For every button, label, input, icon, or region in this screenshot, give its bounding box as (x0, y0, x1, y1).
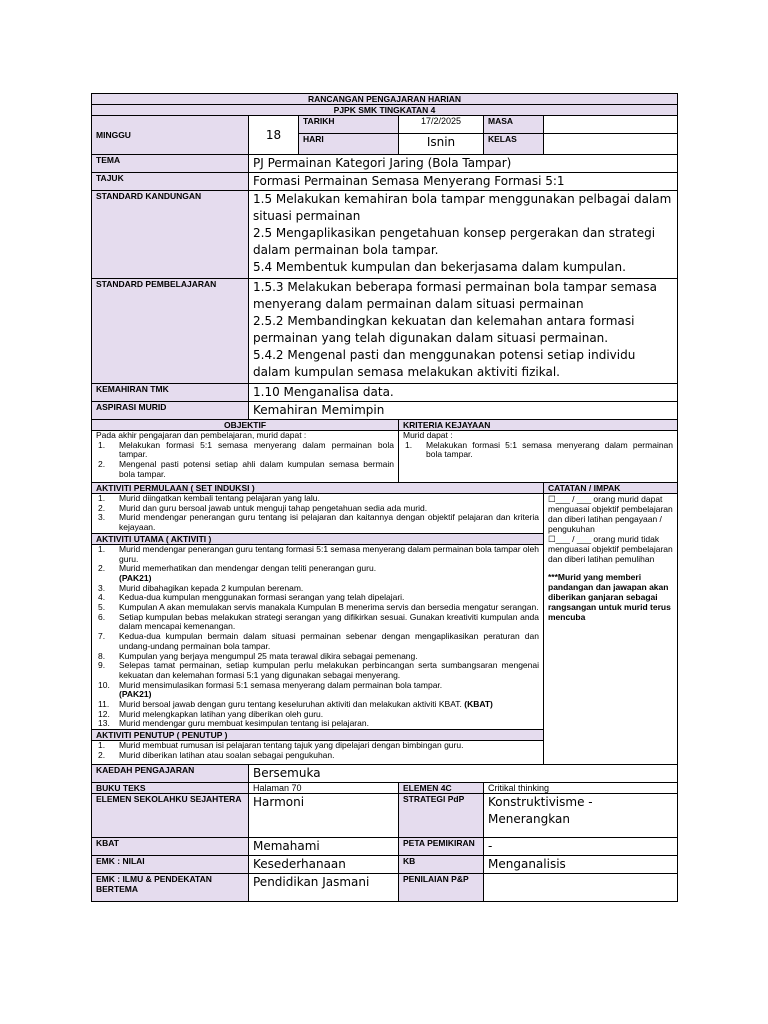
list-item-number: 12. (98, 708, 110, 719)
list-item (96, 681, 539, 691)
emk-ilmu-value: Pendidikan Jasmani (249, 874, 399, 902)
list-item-number: 4. (98, 592, 106, 603)
list-item-text: Murid dan guru bersoal jawab untuk menguji tahap pengetahuan sedia ada murid. (119, 502, 428, 513)
hari-value: Isnin (399, 134, 484, 155)
kb-label: KB (399, 856, 484, 874)
utama-content (92, 544, 544, 729)
list-item-number: 5. (98, 602, 106, 613)
list-item-text: Kedua-dua kumpulan bermain dalam situasi permainan sebenar dengan mengaplikasikan peraturan dan undang-undang permainan bola tampar. (119, 631, 539, 651)
masa-label: MASA (484, 116, 544, 134)
list-item-text: Murid mendengar penerangan guru tentang formasi 5:1 semasa menyerang dalam permainan bola tampar oleh guru. (119, 543, 539, 564)
list-item-text: Murid mendengar guru membuat kesimpulan tentang isi pelajaran. (119, 718, 369, 729)
objektif-content (92, 431, 399, 483)
list-item-number: 3. (98, 582, 106, 593)
list-item-number: 10. (98, 679, 110, 690)
standard-pembelajaran-label: STANDARD PEMBELAJARAN (92, 279, 249, 384)
tema-value: PJ Permainan Kategori Jaring (Bola Tampar) (249, 155, 678, 173)
peta-pemikiran-value: - (484, 838, 678, 856)
list-item-number: 2. (98, 502, 106, 513)
elemen-sekolahku-label: ELEMEN SEKOLAHKU SEJAHTERA (92, 794, 249, 838)
standard-pembelajaran-value (249, 279, 678, 384)
standard-pembelajaran-line: 2.5.2 Membandingkan kekuatan dan kelemahan antara formasi permainan yang telah digunakan dalam situasi permainan. (253, 314, 635, 345)
catatan-heading: CATATAN / IMPAK (544, 483, 678, 494)
list-item-text: Kumpulan A akan memulakan servis manakala Kumpulan B menerima servis dan bersedia mengatur serangan. (119, 602, 539, 613)
standard-kandungan-line: 2.5 Mengaplikasikan pengetahuan konsep pergerakan dan strategi dalam permainan bola tampar. (253, 226, 656, 257)
list-item (96, 719, 539, 729)
hari-label: HARI (299, 134, 399, 155)
kb-value: Menganalisis (484, 856, 678, 874)
list-item-number: 2. (98, 749, 106, 760)
strategi-pdp-label: STRATEGI PdP (399, 794, 484, 838)
permulaan-heading: AKTIVITI PERMULAAN ( SET INDUKSI ) (92, 483, 544, 494)
list-item-number: 6. (98, 611, 106, 622)
utama-heading: AKTIVITI UTAMA ( AKTIVITI ) (92, 533, 544, 544)
tajuk-value: Formasi Permainan Semasa Menyerang Formasi 5:1 (249, 173, 678, 191)
standard-kandungan-value (249, 191, 678, 279)
emk-nilai-value: Kesederhanaan (249, 856, 399, 874)
list-item-number: 1. (405, 439, 413, 450)
list-item-text: (PAK21) (119, 689, 152, 700)
objektif-heading: OBJEKTIF (92, 420, 399, 431)
aspirasi-murid-label: ASPIRASI MURID (92, 402, 249, 420)
kelas-label: KELAS (484, 134, 544, 155)
buku-teks-value: Halaman 70 (249, 783, 399, 794)
standard-pembelajaran-line: 1.5.3 Melakukan beberapa formasi permainan bola tampar semasa menyerang dalam permainan dalam situasi permainan (253, 280, 657, 311)
list-item (96, 513, 539, 532)
standard-kandungan-line: 1.5 Melakukan kemahiran bola tampar menggunakan pelbagai dalam situasi permainan (253, 192, 672, 223)
kriteria-list (403, 441, 673, 460)
document-subtitle: PJPK SMK TINGKATAN 4 (92, 105, 678, 116)
emk-nilai-label: EMK : NILAI (92, 856, 249, 874)
list-item (96, 564, 539, 574)
list-item-text: Murid dibahagikan kepada 2 kumpulan berenam. (119, 582, 304, 593)
kelas-value (544, 134, 678, 155)
standard-pembelajaran-line: 5.4.2 Mengenal pasti dan menggunakan potensi setiap individu dalam kumpulan semasa melakukan aktiviti fizikal. (253, 348, 636, 379)
list-item-number: 2. (98, 458, 106, 469)
penilaian-pnp-label: PENILAIAN P&P (399, 874, 484, 902)
buku-teks-label: BUKU TEKS (92, 783, 249, 794)
list-item-number: 7. (98, 631, 106, 642)
list-item-number: 11. (98, 699, 110, 710)
kriteria-content (399, 431, 678, 483)
list-item (96, 661, 539, 680)
list-item-text: Murid mendengar penerangan guru tentang isi pelajaran dan kaitannya dengan objektif pelajaran dan kriteria kejayaan. (119, 512, 539, 533)
kriteria-heading: KRITERIA KEJAYAAN (399, 420, 678, 431)
list-item-number: 1. (98, 543, 106, 554)
elemen-4c-label: ELEMEN 4C (399, 783, 484, 794)
standard-kandungan-label: STANDARD KANDUNGAN (92, 191, 249, 279)
list-item-number: 13. (98, 718, 110, 729)
kbat-value: Memahami (249, 838, 399, 856)
penutup-list (96, 741, 539, 760)
list-item (96, 545, 539, 564)
permulaan-content (92, 494, 544, 534)
list-item (403, 441, 673, 460)
list-item-number: 1. (98, 439, 106, 450)
strategi-pdp-value: Konstruktivisme - Menerangkan (484, 794, 678, 838)
catatan-ganjaran: ***Murid yang memberi pandangan dan jawapan akan diberikan ganjaran sebagai rangsangan untuk murid terus mencuba (548, 572, 671, 622)
list-item-text: Murid memerhatikan dan mendengar dengan teliti penerangan guru. (119, 563, 377, 574)
catatan-content (544, 494, 678, 765)
peta-pemikiran-label: PETA PEMIKIRAN (399, 838, 484, 856)
kemahiran-tmk-value: 1.10 Menganalisa data. (249, 384, 678, 402)
list-item-text: Murid membuat rumusan isi pelajaran tentang tajuk yang dipelajari dengan bimbingan guru. (119, 740, 464, 751)
kriteria-intro: Murid dapat : (403, 430, 453, 440)
list-item-text: Setiap kumpulan bebas melakukan strategi serangan yang difikirkan sesuai. Gunakan kreativiti kumpulan anda dalam mencapai kemenangan. (119, 611, 539, 632)
tema-label: TEMA (92, 155, 249, 173)
list-item-text: Melakukan formasi 5:1 semasa menyerang dalam permainan bola tampar. (119, 439, 394, 460)
aspirasi-murid-value: Kemahiran Memimpin (249, 402, 678, 420)
list-item (96, 441, 394, 460)
kbat-tag: (KBAT) (461, 699, 493, 710)
list-item-number: 3. (98, 512, 106, 523)
list-item (96, 751, 539, 761)
permulaan-list (96, 494, 539, 533)
minggu-label: MINGGU (92, 116, 249, 155)
utama-list (96, 545, 539, 729)
kemahiran-tmk-label: KEMAHIRAN TMK (92, 384, 249, 402)
list-item-text: Murid diberikan latihan atau soalan sebagai pengukuhan. (119, 749, 335, 760)
list-item-number: 1. (98, 493, 106, 503)
list-item-text: Murid diingatkan kembali tentang pelajaran yang lalu. (119, 493, 320, 503)
catatan-menguasai: ☐___ / ___ orang murid dapat menguasai objektif pembelajaran dan diberi latihan pengayaan / pengukuhan (548, 494, 673, 534)
emk-ilmu-label: EMK : ILMU & PENDEKATAN BERTEMA (92, 874, 249, 902)
list-item-text: Murid mensimulasikan formasi 5:1 semasa menyerang dalam permainan bola tampar. (119, 679, 443, 690)
elemen-4c-value: Critikal thinking (484, 783, 678, 794)
lesson-plan-table (91, 93, 678, 902)
list-item-text: Kedua-dua kumpulan menggunakan formasi serangan yang telah dipelajari. (119, 592, 405, 603)
penutup-heading: AKTIVITI PENUTUP ( PENUTUP ) (92, 730, 544, 741)
lesson-plan-sheet (91, 93, 677, 902)
catatan-tidak-menguasai: ☐___ / ___ orang murid tidak menguasai objektif pembelajaran dan diberi latihan pemulihan (548, 534, 673, 564)
objektif-intro: Pada akhir pengajaran dan pembelajaran, murid dapat : (96, 430, 307, 440)
list-item-text: Melakukan formasi 5:1 semasa menyerang dalam permainan bola tampar. (426, 439, 674, 460)
list-item-text: Murid melengkapkan latihan yang diberikan oleh guru. (119, 708, 324, 719)
penutup-content (92, 741, 544, 765)
kaedah-value: Bersemuka (249, 765, 678, 783)
penilaian-pnp-value (484, 874, 678, 902)
list-item-number: 9. (98, 660, 106, 671)
list-item (96, 460, 394, 479)
document-title: RANCANGAN PENGAJARAN HARIAN (92, 94, 678, 105)
list-item-number: 8. (98, 650, 106, 661)
list-item-text: (PAK21) (119, 572, 152, 583)
elemen-sekolahku-value: Harmoni (249, 794, 399, 838)
minggu-value: 18 (249, 116, 299, 155)
standard-kandungan-line: 5.4 Membentuk kumpulan dan bekerjasama dalam kumpulan. (253, 260, 626, 274)
tarikh-label: TARIKH (299, 116, 399, 134)
list-item-text: Mengenal pasti potensi setiap ahli dalam kumpulan semasa bermain bola tampar. (119, 458, 394, 479)
kaedah-label: KAEDAH PENGAJARAN (92, 765, 249, 783)
masa-value (544, 116, 678, 134)
objektif-list (96, 441, 394, 480)
list-item-text: Selepas tamat permainan, setiap kumpulan perlu melakukan perbincangan serta sumbangsaran mengenai kekuatan dan kelemahan formasi 5:1 yang digunakan sebagai menyerang. (119, 660, 539, 680)
list-item-text: Murid bersoal jawab dengan guru tentang keseluruhan aktiviti dan melakukan aktiviti KBAT. (119, 699, 462, 710)
list-item-text: Kumpulan yang berjaya mengumpul 25 mata terawal dikira sebagai pemenang. (119, 650, 418, 661)
list-item-number: 2. (98, 563, 106, 574)
list-item (96, 613, 539, 632)
list-item-number: 1. (98, 740, 106, 751)
list-item (96, 632, 539, 651)
kbat-label: KBAT (92, 838, 249, 856)
tarikh-value: 17/2/2025 (399, 116, 484, 134)
tajuk-label: TAJUK (92, 173, 249, 191)
